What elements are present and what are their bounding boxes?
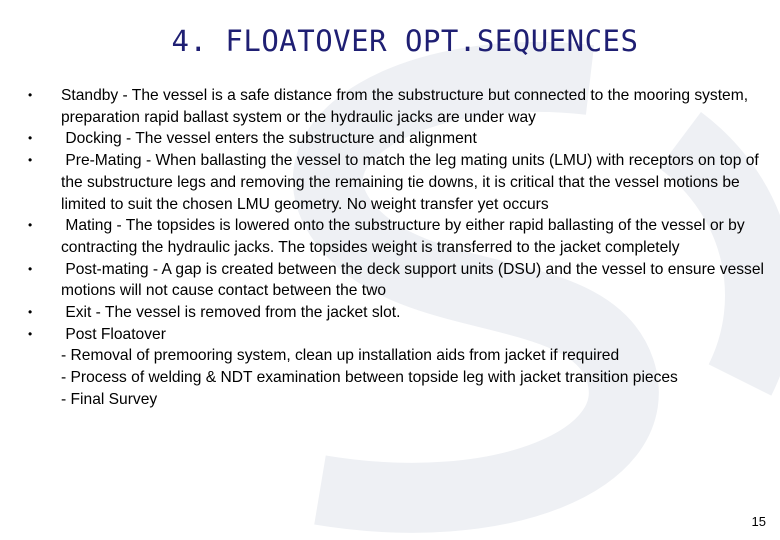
bullet-icon: •	[28, 261, 33, 276]
bullet-icon: •	[28, 305, 33, 320]
list-item-text: Post Floatover	[61, 325, 166, 343]
list-item-text: Post-mating - A gap is created between the deck support units (DSU) and the vessel to ensure vessel motions will not cause contact between the two	[61, 260, 769, 300]
bullet-icon: •	[28, 131, 33, 146]
bullet-icon: •	[28, 153, 33, 168]
list-item-text: Standby - The vessel is a safe distance from the substructure but connected to the mooring system, preparation rapid ballast system or the hydraulic jacks are under way	[61, 87, 749, 126]
bullet-icon: •	[28, 218, 33, 233]
list-item-text: Mating - The topsides is lowered onto the substructure by either rapid ballasting of the vessel or by contracting the hydraulic jacks. The topsides weight is transferred to the jacket completely	[61, 217, 749, 256]
list-item-text: Exit - The vessel is removed from the jacket slot.	[61, 304, 401, 322]
list-item-text: Pre-Mating - When ballasting the vessel to match the leg mating units (LMU) with receptors on top of the substructure legs and removing the remaining tie downs, it is critical that the vessel motions be limited to suit the chosen LMU geometry. No weight transfer yet occurs	[61, 152, 764, 213]
list-item-docking	[28, 128, 768, 150]
list-item-exit	[28, 302, 768, 324]
sub-line-welding-ndt: - Process of welding & NDT examination between topside leg with jacket transition pieces	[61, 369, 678, 387]
list-item-standby	[28, 85, 768, 128]
list-item-post-floatover	[28, 324, 768, 411]
page-number: 15	[751, 514, 766, 529]
list-item-text: Docking - The vessel enters the substructure and alignment	[61, 130, 477, 148]
list-item-post-mating	[28, 259, 768, 302]
list-item-mating	[28, 215, 768, 258]
bullet-icon: •	[28, 326, 33, 341]
list-item-pre-mating	[28, 150, 768, 215]
bullet-icon: •	[28, 88, 33, 102]
bullet-list	[28, 85, 768, 411]
slide-title: 4. FLOATOVER OPT.SEQUENCES	[171, 24, 639, 58]
sub-line-final-survey: - Final Survey	[61, 390, 158, 408]
sub-line-premooring: - Removal of premooring system, clean up installation aids from jacket if required	[61, 347, 620, 365]
